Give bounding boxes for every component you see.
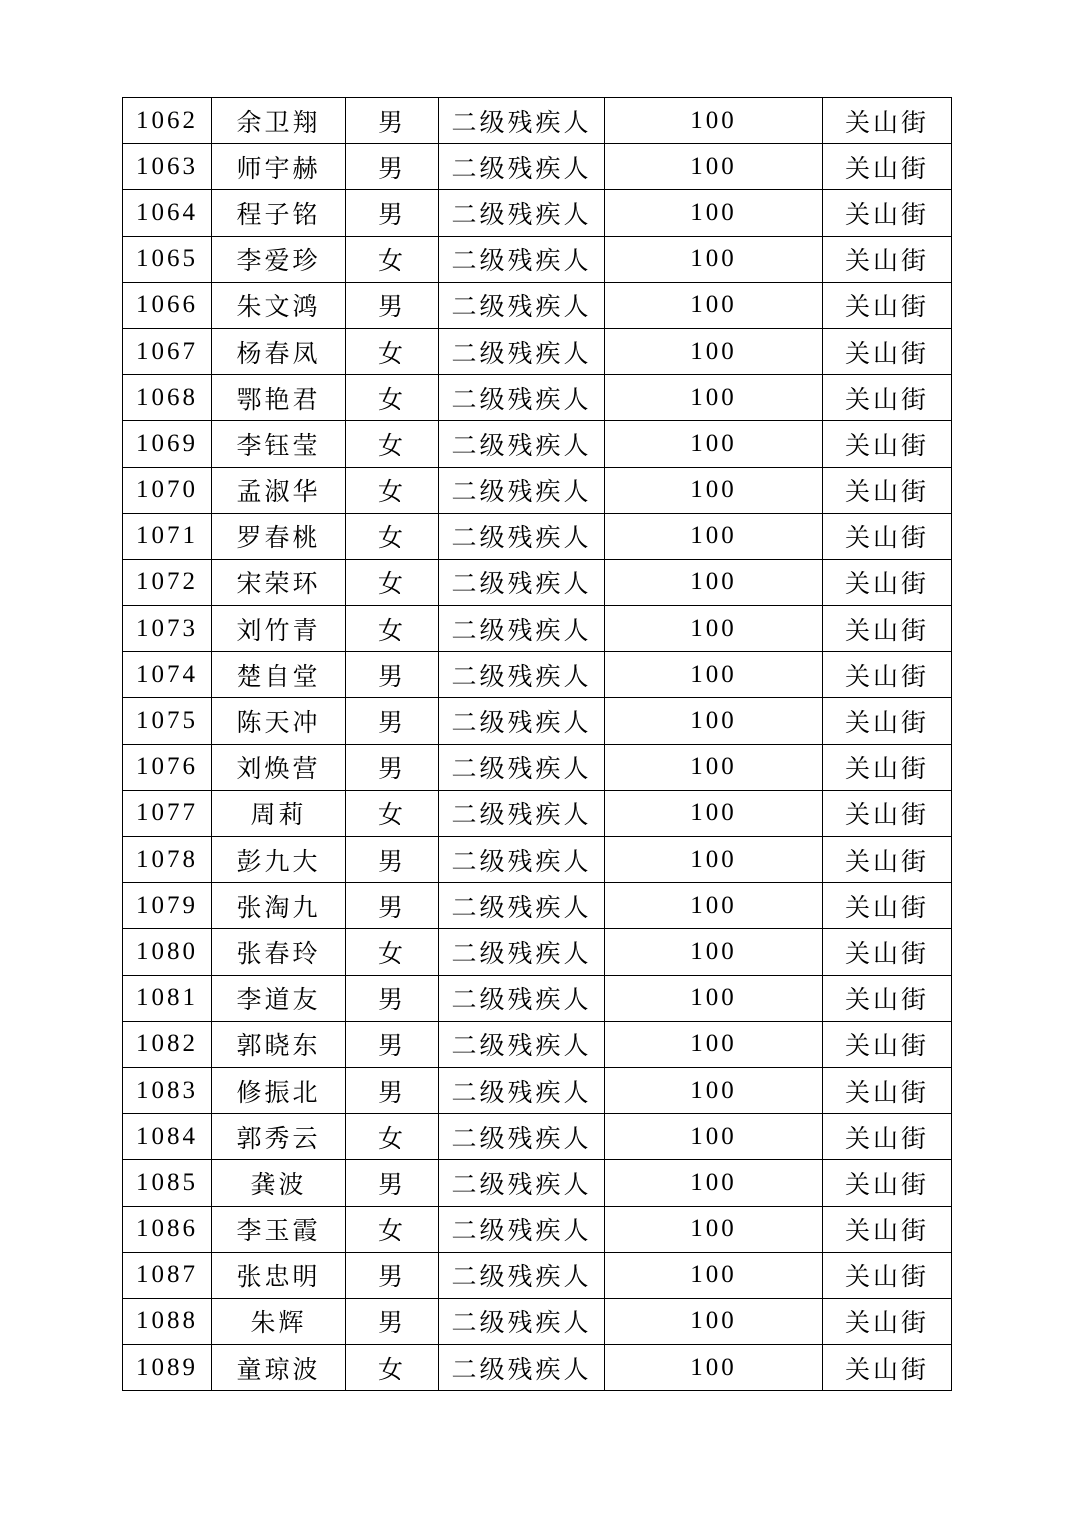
table-row: [123, 98, 952, 144]
cell-name: 陈天冲: [212, 698, 346, 744]
cell-street: 关山街: [823, 1345, 952, 1391]
cell-category: 二级残疾人: [439, 837, 605, 883]
cell-amount: 100: [605, 1206, 823, 1252]
roster-table-body: [123, 98, 952, 1391]
cell-street: 关山街: [823, 375, 952, 421]
cell-id: 1072: [123, 559, 212, 605]
cell-amount: 100: [605, 513, 823, 559]
cell-gender: 男: [346, 144, 439, 190]
cell-street: 关山街: [823, 975, 952, 1021]
cell-id: 1075: [123, 698, 212, 744]
cell-gender: 女: [346, 421, 439, 467]
cell-gender: 男: [346, 282, 439, 328]
cell-category: 二级残疾人: [439, 98, 605, 144]
cell-category: 二级残疾人: [439, 1298, 605, 1344]
cell-name: 李道友: [212, 975, 346, 1021]
cell-gender: 女: [346, 375, 439, 421]
roster-table: [122, 97, 952, 1391]
table-row: [123, 1298, 952, 1344]
table-row: [123, 190, 952, 236]
table-row: [123, 698, 952, 744]
cell-id: 1080: [123, 929, 212, 975]
cell-id: 1067: [123, 328, 212, 374]
cell-amount: 100: [605, 606, 823, 652]
cell-category: 二级残疾人: [439, 883, 605, 929]
cell-name: 李爱珍: [212, 236, 346, 282]
cell-name: 童琼波: [212, 1345, 346, 1391]
cell-street: 关山街: [823, 328, 952, 374]
cell-amount: 100: [605, 98, 823, 144]
cell-name: 罗春桃: [212, 513, 346, 559]
cell-category: 二级残疾人: [439, 1345, 605, 1391]
cell-gender: 男: [346, 744, 439, 790]
cell-id: 1064: [123, 190, 212, 236]
cell-gender: 女: [346, 1206, 439, 1252]
cell-category: 二级残疾人: [439, 1252, 605, 1298]
cell-name: 刘竹青: [212, 606, 346, 652]
cell-name: 朱辉: [212, 1298, 346, 1344]
cell-category: 二级残疾人: [439, 421, 605, 467]
cell-id: 1063: [123, 144, 212, 190]
cell-gender: 女: [346, 236, 439, 282]
cell-category: 二级残疾人: [439, 375, 605, 421]
cell-id: 1086: [123, 1206, 212, 1252]
table-row: [123, 1252, 952, 1298]
table-row: [123, 790, 952, 836]
cell-name: 余卫翔: [212, 98, 346, 144]
cell-category: 二级残疾人: [439, 790, 605, 836]
cell-street: 关山街: [823, 559, 952, 605]
table-row: [123, 1206, 952, 1252]
cell-amount: 100: [605, 698, 823, 744]
table-row: [123, 652, 952, 698]
cell-amount: 100: [605, 883, 823, 929]
cell-name: 修振北: [212, 1067, 346, 1113]
cell-category: 二级残疾人: [439, 559, 605, 605]
table-row: [123, 236, 952, 282]
table-row: [123, 1345, 952, 1391]
cell-street: 关山街: [823, 1114, 952, 1160]
cell-street: 关山街: [823, 1252, 952, 1298]
cell-id: 1085: [123, 1160, 212, 1206]
cell-amount: 100: [605, 1160, 823, 1206]
cell-gender: 男: [346, 652, 439, 698]
cell-amount: 100: [605, 1067, 823, 1113]
table-row: [123, 282, 952, 328]
table-row: [123, 375, 952, 421]
cell-gender: 男: [346, 1298, 439, 1344]
cell-street: 关山街: [823, 837, 952, 883]
cell-category: 二级残疾人: [439, 282, 605, 328]
table-row: [123, 421, 952, 467]
cell-gender: 男: [346, 190, 439, 236]
cell-street: 关山街: [823, 698, 952, 744]
cell-street: 关山街: [823, 513, 952, 559]
cell-category: 二级残疾人: [439, 698, 605, 744]
cell-name: 楚自堂: [212, 652, 346, 698]
cell-name: 朱文鸿: [212, 282, 346, 328]
cell-gender: 男: [346, 883, 439, 929]
cell-name: 宋荣环: [212, 559, 346, 605]
cell-name: 张春玲: [212, 929, 346, 975]
cell-id: 1071: [123, 513, 212, 559]
table-row: [123, 744, 952, 790]
table-row: [123, 929, 952, 975]
cell-category: 二级残疾人: [439, 744, 605, 790]
table-row: [123, 883, 952, 929]
cell-gender: 男: [346, 1160, 439, 1206]
cell-amount: 100: [605, 1114, 823, 1160]
cell-amount: 100: [605, 375, 823, 421]
table-row: [123, 606, 952, 652]
table-row: [123, 1114, 952, 1160]
table-row: [123, 837, 952, 883]
cell-name: 周莉: [212, 790, 346, 836]
cell-street: 关山街: [823, 236, 952, 282]
cell-street: 关山街: [823, 606, 952, 652]
cell-street: 关山街: [823, 1298, 952, 1344]
cell-id: 1070: [123, 467, 212, 513]
cell-amount: 100: [605, 1345, 823, 1391]
cell-gender: 女: [346, 606, 439, 652]
cell-id: 1078: [123, 837, 212, 883]
cell-gender: 男: [346, 98, 439, 144]
cell-gender: 女: [346, 513, 439, 559]
cell-gender: 女: [346, 328, 439, 374]
cell-amount: 100: [605, 744, 823, 790]
cell-name: 郭晓东: [212, 1021, 346, 1067]
cell-id: 1088: [123, 1298, 212, 1344]
cell-category: 二级残疾人: [439, 1021, 605, 1067]
cell-id: 1082: [123, 1021, 212, 1067]
cell-id: 1065: [123, 236, 212, 282]
cell-name: 程子铭: [212, 190, 346, 236]
cell-street: 关山街: [823, 744, 952, 790]
cell-gender: 男: [346, 1252, 439, 1298]
cell-id: 1087: [123, 1252, 212, 1298]
cell-category: 二级残疾人: [439, 328, 605, 374]
cell-street: 关山街: [823, 1021, 952, 1067]
cell-street: 关山街: [823, 652, 952, 698]
cell-category: 二级残疾人: [439, 929, 605, 975]
table-row: [123, 467, 952, 513]
cell-gender: 男: [346, 1021, 439, 1067]
cell-name: 师宇赫: [212, 144, 346, 190]
cell-amount: 100: [605, 144, 823, 190]
table-row: [123, 328, 952, 374]
cell-street: 关山街: [823, 144, 952, 190]
cell-category: 二级残疾人: [439, 652, 605, 698]
table-row: [123, 559, 952, 605]
cell-category: 二级残疾人: [439, 236, 605, 282]
cell-gender: 女: [346, 1345, 439, 1391]
cell-category: 二级残疾人: [439, 1160, 605, 1206]
cell-id: 1073: [123, 606, 212, 652]
cell-amount: 100: [605, 190, 823, 236]
cell-amount: 100: [605, 236, 823, 282]
cell-gender: 女: [346, 929, 439, 975]
cell-name: 张淘九: [212, 883, 346, 929]
cell-category: 二级残疾人: [439, 1206, 605, 1252]
cell-street: 关山街: [823, 883, 952, 929]
cell-street: 关山街: [823, 929, 952, 975]
cell-id: 1077: [123, 790, 212, 836]
cell-id: 1084: [123, 1114, 212, 1160]
cell-category: 二级残疾人: [439, 513, 605, 559]
table-row: [123, 1021, 952, 1067]
cell-street: 关山街: [823, 421, 952, 467]
cell-street: 关山街: [823, 98, 952, 144]
cell-street: 关山街: [823, 790, 952, 836]
cell-name: 鄂艳君: [212, 375, 346, 421]
cell-name: 李玉霞: [212, 1206, 346, 1252]
cell-street: 关山街: [823, 467, 952, 513]
cell-street: 关山街: [823, 1206, 952, 1252]
table-row: [123, 1067, 952, 1113]
cell-amount: 100: [605, 652, 823, 698]
cell-id: 1074: [123, 652, 212, 698]
cell-amount: 100: [605, 559, 823, 605]
cell-amount: 100: [605, 282, 823, 328]
cell-id: 1079: [123, 883, 212, 929]
cell-category: 二级残疾人: [439, 144, 605, 190]
cell-amount: 100: [605, 1252, 823, 1298]
cell-gender: 女: [346, 467, 439, 513]
cell-name: 张忠明: [212, 1252, 346, 1298]
cell-category: 二级残疾人: [439, 606, 605, 652]
cell-id: 1081: [123, 975, 212, 1021]
cell-id: 1066: [123, 282, 212, 328]
cell-category: 二级残疾人: [439, 1067, 605, 1113]
cell-amount: 100: [605, 929, 823, 975]
cell-gender: 女: [346, 790, 439, 836]
cell-name: 李钰莹: [212, 421, 346, 467]
cell-name: 龚波: [212, 1160, 346, 1206]
cell-category: 二级残疾人: [439, 975, 605, 1021]
cell-amount: 100: [605, 328, 823, 374]
cell-street: 关山街: [823, 282, 952, 328]
cell-id: 1068: [123, 375, 212, 421]
cell-amount: 100: [605, 421, 823, 467]
cell-amount: 100: [605, 790, 823, 836]
cell-category: 二级残疾人: [439, 1114, 605, 1160]
cell-name: 郭秀云: [212, 1114, 346, 1160]
cell-id: 1083: [123, 1067, 212, 1113]
cell-gender: 男: [346, 975, 439, 1021]
cell-id: 1069: [123, 421, 212, 467]
cell-amount: 100: [605, 975, 823, 1021]
cell-category: 二级残疾人: [439, 190, 605, 236]
cell-gender: 女: [346, 559, 439, 605]
cell-street: 关山街: [823, 1160, 952, 1206]
table-row: [123, 975, 952, 1021]
cell-gender: 男: [346, 698, 439, 744]
table-row: [123, 144, 952, 190]
cell-amount: 100: [605, 1298, 823, 1344]
cell-gender: 男: [346, 837, 439, 883]
cell-category: 二级残疾人: [439, 467, 605, 513]
cell-gender: 女: [346, 1114, 439, 1160]
cell-amount: 100: [605, 837, 823, 883]
cell-amount: 100: [605, 1021, 823, 1067]
cell-amount: 100: [605, 467, 823, 513]
cell-id: 1062: [123, 98, 212, 144]
cell-gender: 男: [346, 1067, 439, 1113]
cell-street: 关山街: [823, 190, 952, 236]
table-row: [123, 513, 952, 559]
cell-street: 关山街: [823, 1067, 952, 1113]
cell-id: 1076: [123, 744, 212, 790]
cell-name: 刘焕营: [212, 744, 346, 790]
cell-name: 杨春凤: [212, 328, 346, 374]
cell-name: 孟淑华: [212, 467, 346, 513]
cell-name: 彭九大: [212, 837, 346, 883]
cell-id: 1089: [123, 1345, 212, 1391]
table-row: [123, 1160, 952, 1206]
